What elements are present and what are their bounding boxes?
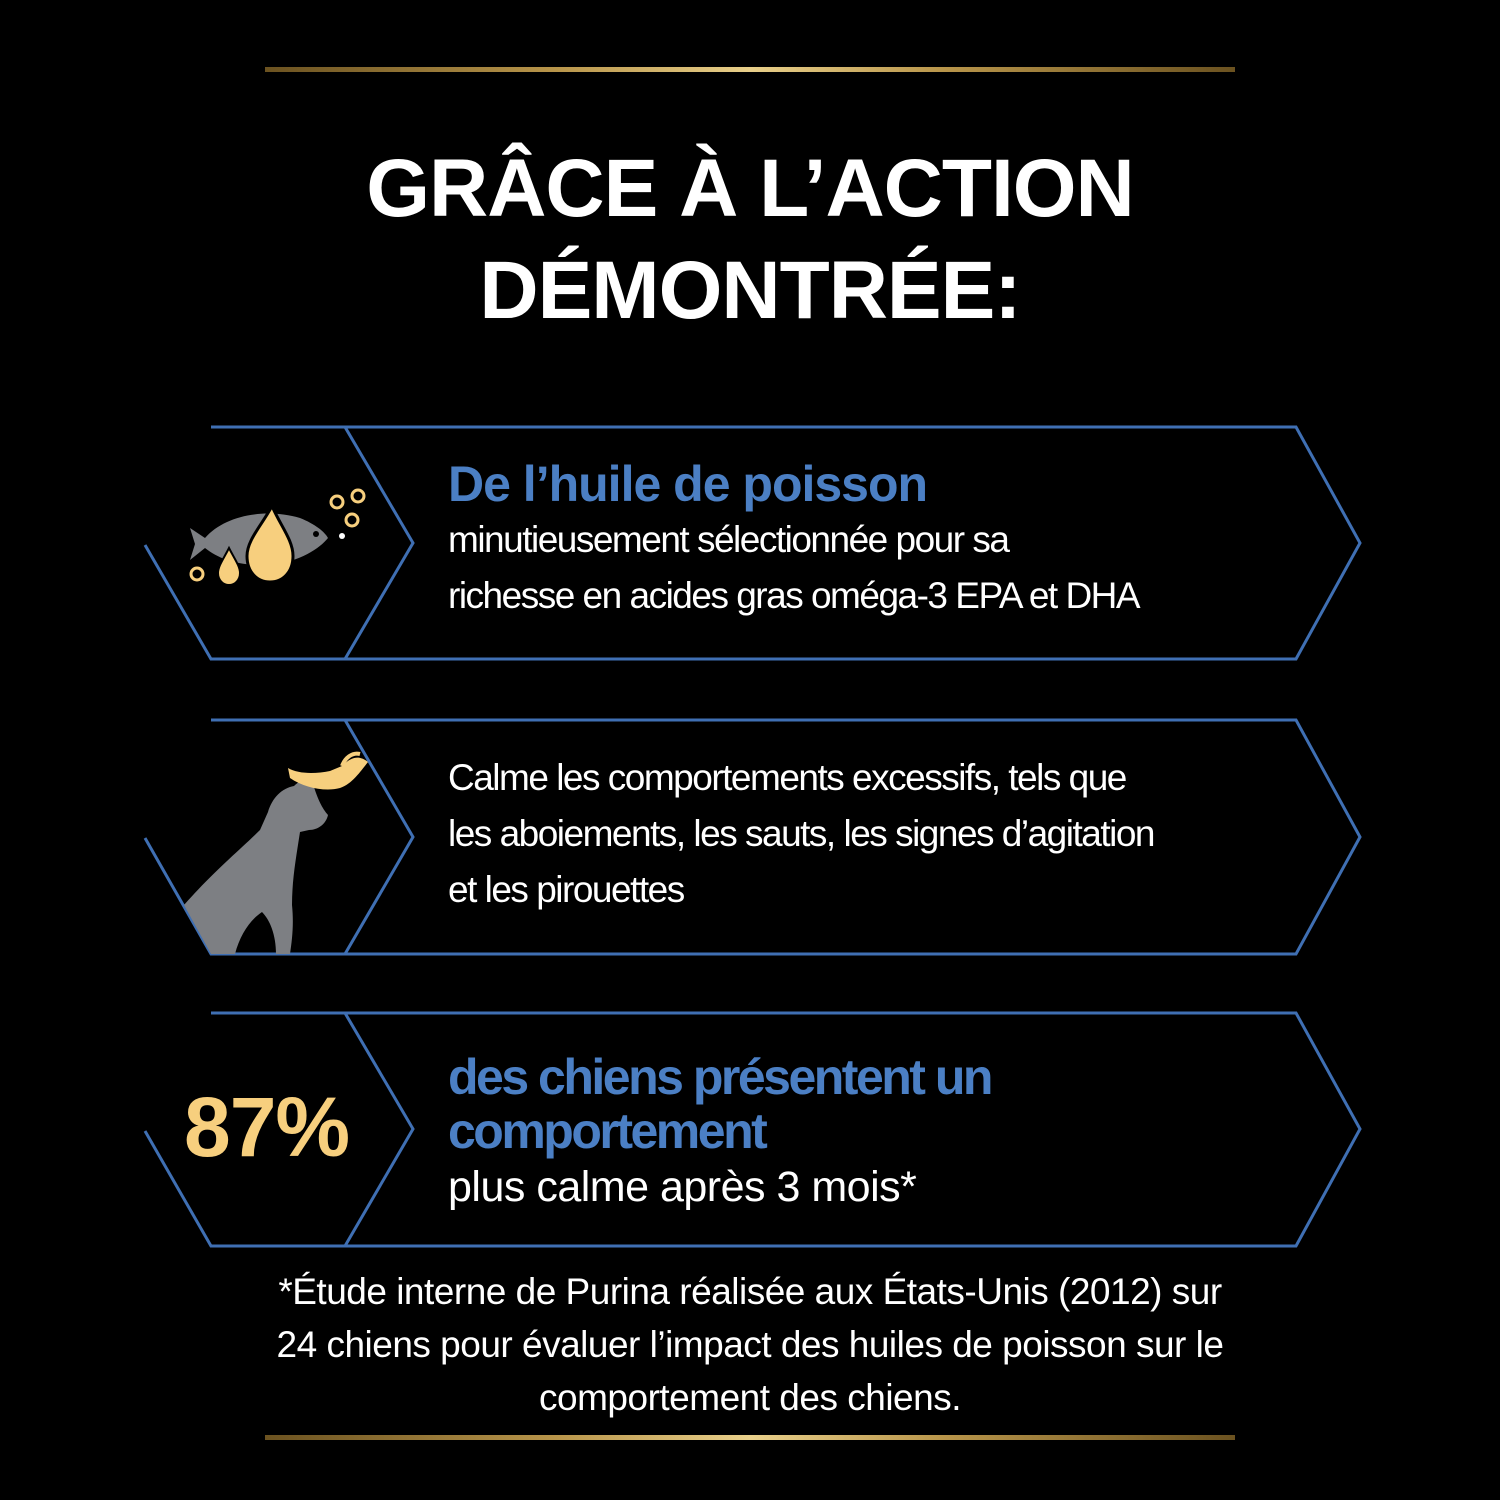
- stat-percentage: 87%: [184, 1080, 350, 1174]
- panel-3-heading-line-2: comportement: [448, 1103, 766, 1159]
- panel-1-body-line-1: minutieusement sélectionnée pour sa: [448, 519, 1009, 560]
- panel-2-body-line-1: Calme les comportements excessifs, tels que: [448, 757, 1126, 798]
- footnote: [0, 1265, 1500, 1424]
- panel-3-heading-line-1: des chiens présentent un: [448, 1049, 991, 1105]
- panel-1-body-line-2: richesse en acides gras oméga-3 EPA et DHA: [448, 575, 1140, 616]
- panel-1-content: [448, 456, 1328, 624]
- panel-3-content: [448, 1050, 1328, 1216]
- bottom-gold-divider: [265, 1435, 1235, 1440]
- footnote-line-2: 24 chiens pour évaluer l’impact des huiles de poisson sur le: [276, 1324, 1224, 1365]
- page-title-line-2: DÉMONTRÉE:: [479, 245, 1021, 336]
- footnote-line-1: *Étude interne de Purina réalisée aux États-Unis (2012) sur: [278, 1271, 1222, 1312]
- panel-2-body-line-2: les aboiements, les sauts, les signes d’agitation: [448, 813, 1154, 854]
- footnote-line-3: comportement des chiens.: [539, 1377, 961, 1418]
- panel-1-heading: De l’huile de poisson: [448, 456, 928, 512]
- panel-3-body: plus calme après 3 mois*: [448, 1163, 917, 1211]
- panel-2-content: [448, 750, 1328, 918]
- fish-oil-icon: [190, 490, 364, 585]
- dog-petting-icon: [184, 754, 368, 954]
- page-title-line-1: GRÂCE À L’ACTION: [366, 143, 1134, 234]
- panel-2-body-line-3: et les pirouettes: [448, 869, 684, 910]
